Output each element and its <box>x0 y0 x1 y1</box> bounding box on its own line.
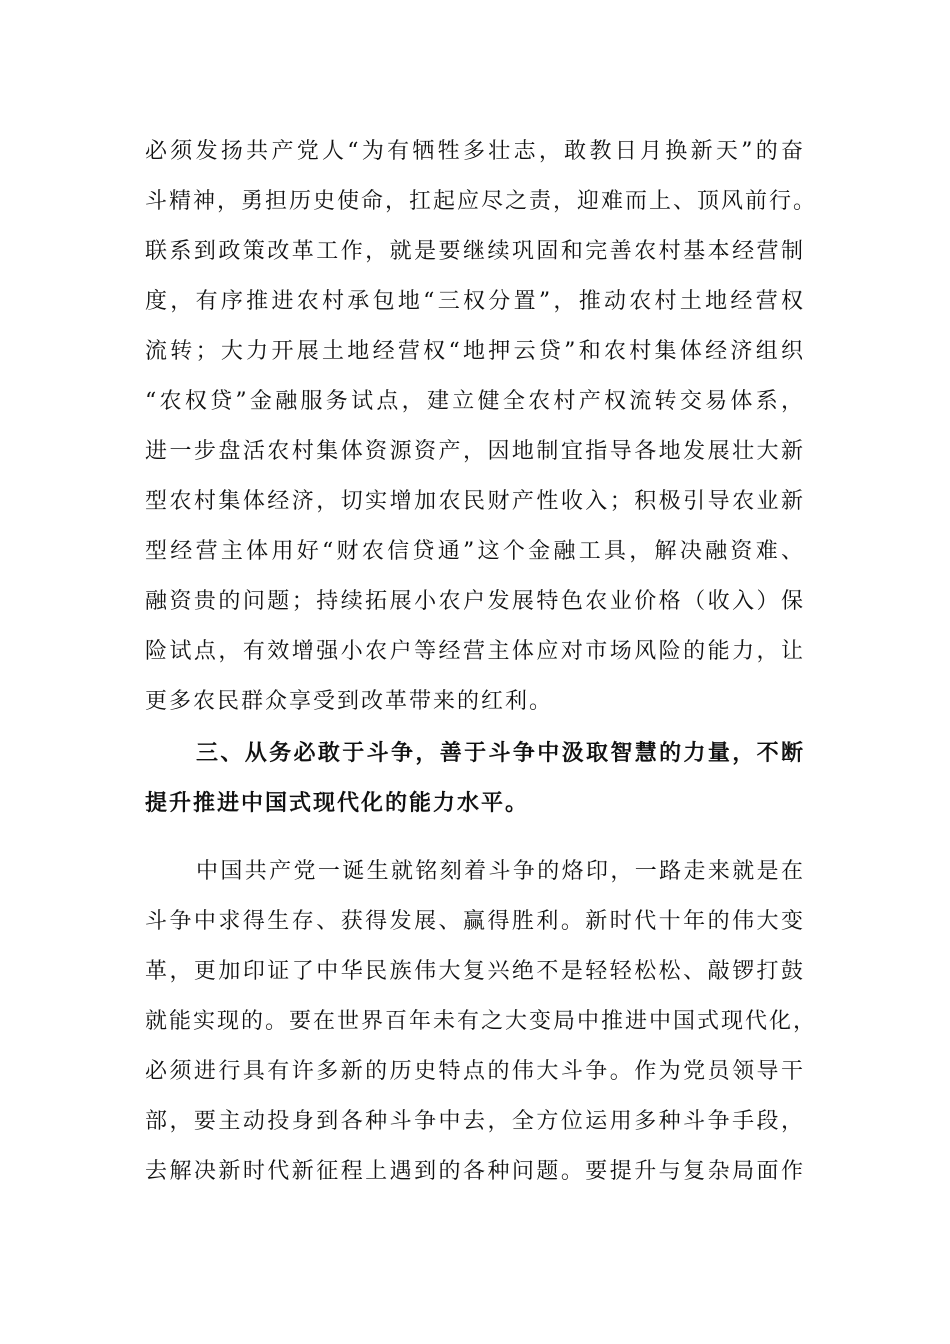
paragraph-2-line: 部，要主动投身到各种斗争中去，全方位运用多种斗争手段， <box>145 1109 805 1134</box>
paragraph-2-line: 去解决新时代新征程上遇到的各种问题。要提升与复杂局面作 <box>145 1159 805 1184</box>
paragraph-1-line: 融资贵的问题；持续拓展小农户发展特色农业价格（收入）保 <box>145 589 805 614</box>
paragraph-1-line: 联系到政策改革工作，就是要继续巩固和完善农村基本经营制 <box>145 239 805 264</box>
paragraph-1-line: 更多农民群众享受到改革带来的红利。 <box>145 689 554 714</box>
paragraph-1-line: 流转；大力开展土地经营权“地押云贷”和农村集体经济组织 <box>145 339 805 364</box>
paragraph-2-line: 斗争中求得生存、获得发展、赢得胜利。新时代十年的伟大变 <box>145 909 805 934</box>
paragraph-2-line: 革，更加印证了中华民族伟大复兴绝不是轻轻松松、敲锣打鼓 <box>145 959 805 984</box>
paragraph-1-line: 型农村集体经济，切实增加农民财产性收入；积极引导农业新 <box>145 489 805 514</box>
paragraph-1-line: 度，有序推进农村承包地“三权分置”，推动农村土地经营权 <box>145 289 805 314</box>
section-heading-line: 提升推进中国式现代化的能力水平。 <box>145 790 530 816</box>
paragraph-1-line: 进一步盘活农村集体资源资产，因地制宜指导各地发展壮大新 <box>145 439 805 464</box>
paragraph-2-line: 必须进行具有许多新的历史特点的伟大斗争。作为党员领导干 <box>145 1059 805 1084</box>
section-heading-line: 三、从务必敢于斗争，善于斗争中汲取智慧的力量，不断 <box>196 740 805 766</box>
paragraph-1-line: 险试点，有效增强小农户等经营主体应对市场风险的能力，让 <box>145 639 805 664</box>
paragraph-1-line: 必须发扬共产党人“为有牺牲多壮志，敢教日月换新天”的奋 <box>145 139 805 164</box>
paragraph-1-line: 型经营主体用好“财农信贷通”这个金融工具，解决融资难、 <box>145 539 805 564</box>
paragraph-1-line: 斗精神，勇担历史使命，扛起应尽之责，迎难而上、顶风前行。 <box>145 189 818 214</box>
paragraph-2-line: 中国共产党一诞生就铭刻着斗争的烙印，一路走来就是在 <box>196 859 805 884</box>
paragraph-1-line: “农权贷”金融服务试点，建立健全农村产权流转交易体系， <box>145 389 805 414</box>
paragraph-2-line: 就能实现的。要在世界百年未有之大变局中推进中国式现代化， <box>145 1009 818 1034</box>
